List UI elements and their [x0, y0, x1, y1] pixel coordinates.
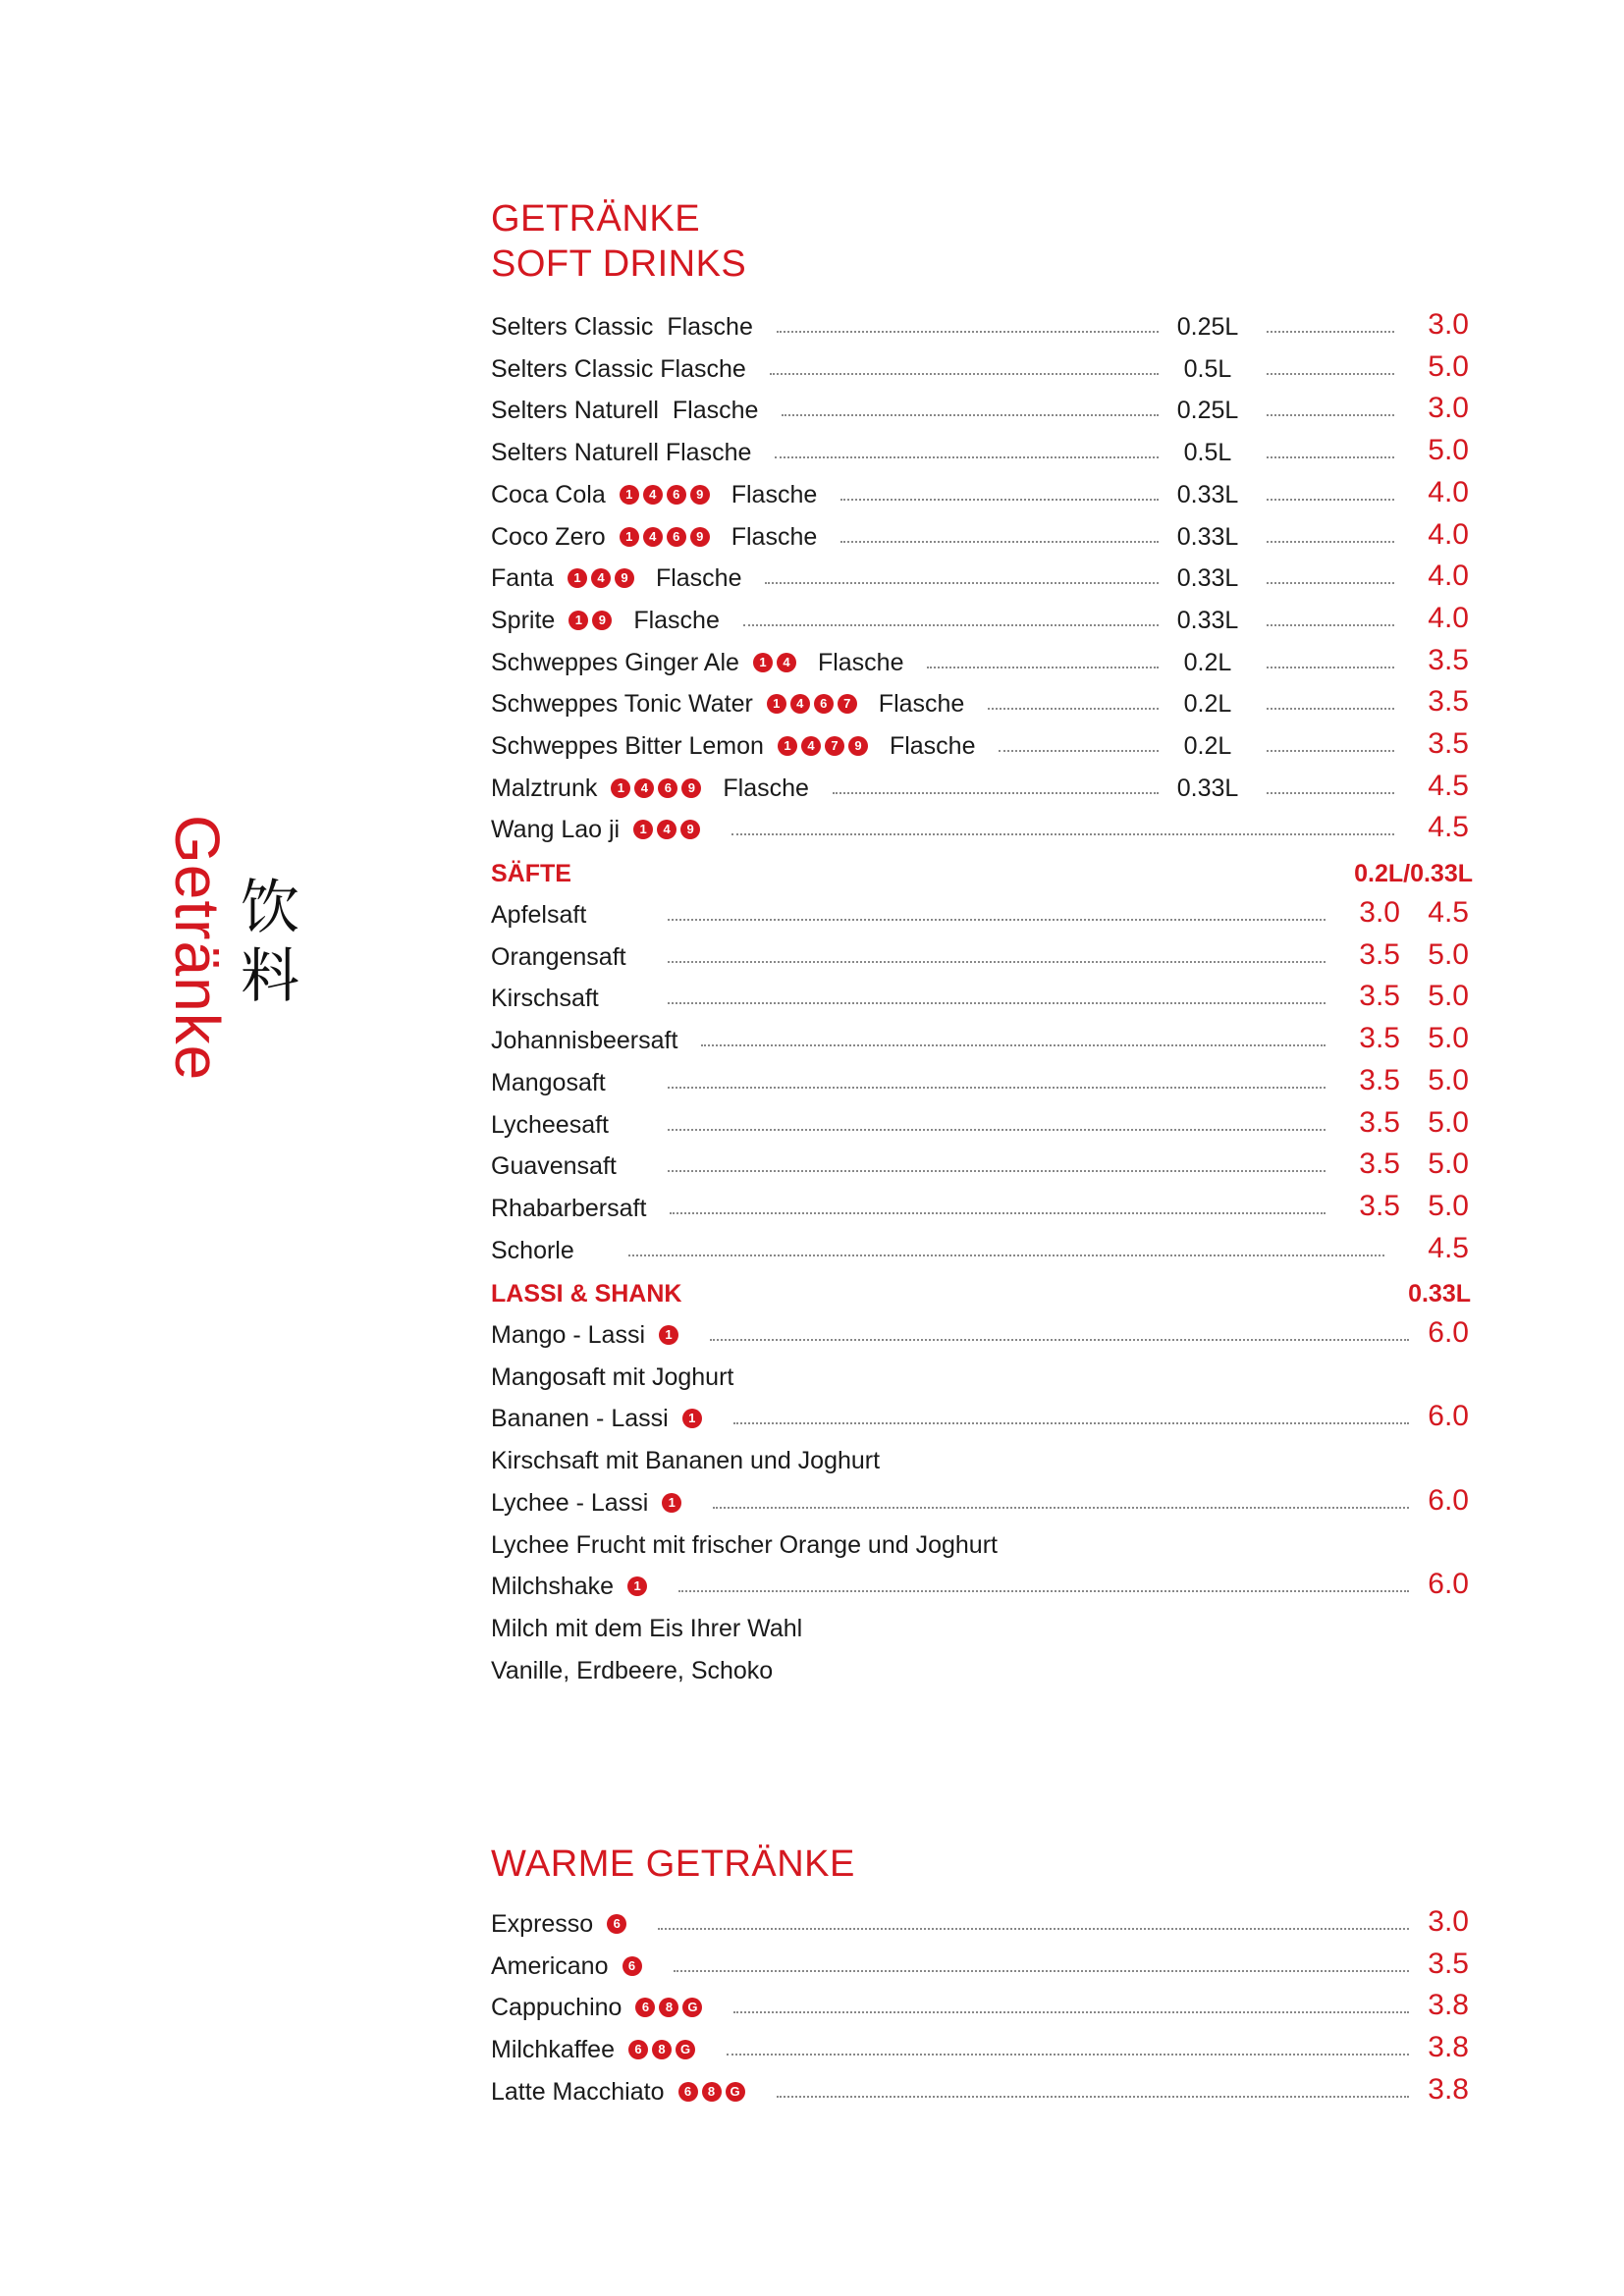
juice-row [491, 897, 1473, 933]
item-price: 4.0 [1428, 475, 1469, 508]
menu-row [491, 519, 1473, 555]
dot-leader [710, 1339, 1409, 1341]
juice-row [491, 1107, 1473, 1143]
dot-leader [833, 792, 1159, 794]
allergen-badges [662, 1493, 683, 1513]
allergen-badges [607, 1914, 628, 1934]
menu-row [491, 477, 1473, 512]
item-name-text: Latte Macchiato [491, 2077, 665, 2106]
side-title-cjk: 饮料 [241, 874, 299, 1011]
item-description: Lychee Frucht mit frischer Orange und Joghurt [491, 1530, 998, 1559]
item-size: 0.33L [1176, 606, 1239, 634]
item-container: Flasche [655, 564, 742, 593]
item-name [491, 1569, 655, 1604]
item-price: 3.5 [1428, 643, 1469, 676]
item-price: 4.5 [1428, 769, 1469, 802]
dot-leader [840, 499, 1159, 501]
dot-leader [668, 1002, 1326, 1004]
price-large: 5.0 [1428, 937, 1469, 971]
item-name-text: Americano [491, 1951, 609, 1980]
price-large: 5.0 [1428, 1148, 1469, 1181]
dot-leader [999, 750, 1159, 752]
item-container: Flasche [817, 648, 904, 676]
menu-row [491, 728, 1473, 764]
warm-row [491, 1990, 1473, 2025]
allergen-badges [628, 2040, 697, 2059]
item-name [491, 351, 746, 387]
allergen-badge: 6 [667, 485, 686, 505]
item-name-text: Rhabarbersaft [491, 1194, 647, 1222]
allergen-badges [753, 653, 798, 672]
item-description: Kirschsaft mit Bananen und Joghurt [491, 1447, 881, 1475]
menu-row [491, 351, 1473, 387]
item-size: 0.5L [1183, 439, 1232, 467]
price-large: 5.0 [1428, 1063, 1469, 1096]
allergen-badge: 8 [702, 2082, 722, 2102]
item-name [491, 477, 817, 512]
allergen-badge: 4 [643, 527, 663, 547]
item-name-text: Lychee - Lassi [491, 1488, 649, 1517]
dot-leader [1267, 582, 1394, 584]
item-name [491, 2032, 703, 2067]
allergen-badges [778, 736, 870, 756]
item-name [491, 1317, 686, 1353]
dot-leader [1267, 373, 1394, 375]
item-description: Milch mit dem Eis Ihrer Wahl [491, 1614, 803, 1642]
item-name [491, 435, 751, 470]
item-size: 0.33L [1176, 774, 1239, 802]
menu-row [491, 561, 1473, 596]
juice-row [491, 1065, 1473, 1100]
allergen-badge: 1 [568, 568, 587, 588]
dot-leader [678, 1590, 1409, 1592]
item-name [491, 603, 720, 638]
allergen-badge: 4 [634, 778, 654, 798]
item-name [491, 939, 626, 975]
allergen-badge: 4 [777, 653, 796, 672]
item-name [491, 897, 586, 933]
item-size: 0.2L [1183, 732, 1232, 760]
allergen-badge: G [726, 2082, 745, 2102]
item-price: 3.0 [1428, 1905, 1469, 1938]
lassi-row [491, 1485, 1473, 1521]
item-name [491, 1485, 689, 1521]
item-container: Flasche [731, 522, 818, 551]
menu-row [491, 309, 1473, 345]
menu-row [491, 435, 1473, 470]
allergen-badge: 4 [801, 736, 821, 756]
item-size: 0.33L [1176, 480, 1239, 508]
lassi-size: 0.33L [1408, 1280, 1471, 1308]
allergen-badge: 6 [667, 527, 686, 547]
allergen-badge: 1 [767, 694, 786, 714]
allergen-badge: 9 [592, 611, 612, 630]
allergen-badge: 1 [682, 1409, 702, 1428]
allergen-badge: 4 [591, 568, 611, 588]
item-price: 3.5 [1428, 1947, 1469, 1980]
allergen-badge: 1 [611, 778, 630, 798]
allergen-badge: 6 [623, 1956, 642, 1976]
dot-leader [1267, 456, 1394, 458]
lassi-heading: LASSI & SHANK [491, 1280, 682, 1308]
item-price: 6.0 [1428, 1568, 1469, 1601]
item-container: Flasche [633, 606, 720, 634]
dot-leader [1267, 499, 1394, 501]
item-name [491, 1233, 574, 1268]
price-small: 3.5 [1359, 1063, 1400, 1096]
item-container: Flasche [672, 397, 759, 425]
section-title-soft-drinks: SOFT DRINKS [491, 243, 747, 285]
allergen-badge: 6 [814, 694, 834, 714]
allergen-badges [659, 1325, 680, 1345]
juice-row [491, 1191, 1473, 1226]
dot-leader [1267, 541, 1394, 543]
dot-leader [777, 2096, 1410, 2098]
item-name [491, 561, 741, 596]
allergen-badge: 9 [681, 778, 701, 798]
allergen-badge: 6 [678, 2082, 698, 2102]
dot-leader [668, 1087, 1326, 1089]
dot-leader [775, 456, 1159, 458]
item-price: 4.0 [1428, 517, 1469, 551]
item-price: 4.5 [1428, 811, 1469, 844]
allergen-badge: 9 [690, 485, 710, 505]
allergen-badge: 1 [753, 653, 773, 672]
dot-leader [658, 1928, 1409, 1930]
dot-leader [727, 2054, 1409, 2056]
item-name-text: Mango - Lassi [491, 1321, 646, 1349]
item-price: 3.0 [1428, 308, 1469, 341]
allergen-badges [623, 1956, 644, 1976]
item-name-text: Selters Classic [491, 313, 654, 341]
allergen-badge: 9 [615, 568, 634, 588]
allergen-badge: 9 [680, 820, 700, 839]
item-price: 4.0 [1428, 601, 1469, 634]
dot-leader [668, 961, 1326, 963]
dot-leader [782, 414, 1159, 416]
allergen-badge: 1 [620, 527, 639, 547]
menu-row [491, 812, 1473, 847]
juice-row [491, 939, 1473, 975]
allergen-badge: 4 [657, 820, 677, 839]
item-container: Flasche [723, 774, 809, 802]
dot-leader [1267, 792, 1394, 794]
allergen-badge: 9 [848, 736, 868, 756]
juice-row [491, 1023, 1473, 1058]
allergen-badges [682, 1409, 704, 1428]
item-container: Flasche [878, 690, 965, 719]
item-name-text: Schorle [491, 1236, 574, 1264]
lassi-row [491, 1401, 1473, 1436]
lassi-row [491, 1317, 1473, 1353]
item-name [491, 393, 758, 428]
item-name-text: Guavensaft [491, 1152, 617, 1181]
allergen-badges [767, 694, 859, 714]
item-price: 6.0 [1428, 1316, 1469, 1349]
item-price: 6.0 [1428, 1400, 1469, 1433]
dot-leader [674, 1970, 1410, 1972]
item-name-text: Milchshake [491, 1573, 615, 1601]
item-name-text: Schweppes Ginger Ale [491, 648, 739, 676]
item-size: 0.33L [1176, 564, 1239, 593]
dot-leader [713, 1507, 1409, 1509]
dot-leader [840, 541, 1159, 543]
item-name-text: Kirschsaft [491, 985, 599, 1013]
section-title-warm: WARME GETRÄNKE [491, 1843, 855, 1885]
warm-row [491, 2074, 1473, 2109]
item-name [491, 1906, 634, 1942]
saefte-sizes: 0.2L/0.33L [1354, 860, 1473, 887]
item-size: 0.25L [1176, 313, 1239, 341]
allergen-badge: 1 [633, 820, 653, 839]
dot-leader [988, 708, 1159, 710]
dot-leader [765, 582, 1159, 584]
allergen-badges [678, 2082, 747, 2102]
item-description: Mangosaft mit Joghurt [491, 1362, 734, 1391]
dot-leader [668, 919, 1326, 921]
item-price: 5.0 [1428, 349, 1469, 383]
item-name [491, 1191, 646, 1226]
allergen-badge: 6 [628, 2040, 648, 2059]
allergen-badges [620, 527, 712, 547]
item-name [491, 519, 817, 555]
lassi-row [491, 1569, 1473, 1604]
dot-leader [731, 833, 1394, 835]
dot-leader [733, 1422, 1409, 1424]
dot-leader [1267, 708, 1394, 710]
item-name [491, 1949, 650, 1984]
allergen-badge: 7 [825, 736, 844, 756]
item-name-text: Selters Naturell [491, 397, 659, 425]
item-name-text: Lycheesaft [491, 1110, 609, 1139]
item-name [491, 812, 708, 847]
item-name [491, 1023, 677, 1058]
dot-leader [628, 1255, 1384, 1256]
menu-row [491, 771, 1473, 806]
item-name [491, 645, 903, 680]
dot-leader [701, 1044, 1326, 1046]
allergen-badges [620, 485, 712, 505]
item-name-text: Coca Cola [491, 480, 606, 508]
item-name [491, 2074, 753, 2109]
allergen-badge: 6 [607, 1914, 626, 1934]
allergen-badge: 8 [659, 1998, 678, 2017]
item-name-text: Schweppes Tonic Water [491, 690, 753, 719]
item-name [491, 1401, 710, 1436]
juice-row [491, 1233, 1473, 1268]
item-name-text: Schweppes Bitter Lemon [491, 732, 764, 760]
allergen-badge: 1 [659, 1325, 678, 1345]
allergen-badge: G [682, 1998, 702, 2017]
dot-leader [743, 624, 1159, 626]
item-name-text: Milchkaffee [491, 2036, 615, 2064]
menu-row [491, 603, 1473, 638]
allergen-badges [568, 568, 636, 588]
item-name-text: Selters Classic Flasche [491, 354, 746, 383]
allergen-badge: 1 [568, 611, 588, 630]
item-name-text: Bananen - Lassi [491, 1405, 669, 1433]
dot-leader [1267, 624, 1394, 626]
price-small: 3.5 [1359, 1022, 1400, 1055]
dot-leader [927, 667, 1159, 668]
allergen-badge: 1 [627, 1576, 647, 1596]
warm-row [491, 2032, 1473, 2067]
menu-row [491, 645, 1473, 680]
price-small: 3.5 [1359, 980, 1400, 1013]
item-size: 0.2L [1183, 648, 1232, 676]
dot-leader [670, 1212, 1326, 1214]
section-title-getraenke: GETRÄNKE [491, 198, 701, 240]
price-large: 5.0 [1428, 1022, 1469, 1055]
item-name-text: Expresso [491, 1910, 594, 1938]
dot-leader [777, 331, 1159, 333]
item-price: 3.8 [1428, 2031, 1469, 2064]
item-name [491, 981, 599, 1016]
item-name [491, 1107, 609, 1143]
price-small: 3.5 [1359, 1189, 1400, 1222]
item-size: 0.5L [1183, 354, 1232, 383]
item-price: 4.5 [1428, 1231, 1469, 1264]
item-price: 4.0 [1428, 560, 1469, 593]
allergen-badge: 6 [658, 778, 677, 798]
item-name-text: Wang Lao ji [491, 816, 621, 844]
item-name-text: Coco Zero [491, 522, 606, 551]
allergen-badge: 1 [778, 736, 797, 756]
item-price: 3.0 [1428, 392, 1469, 425]
dot-leader [770, 373, 1159, 375]
item-price: 5.0 [1428, 434, 1469, 467]
allergen-badges [611, 778, 703, 798]
warm-row [491, 1949, 1473, 1984]
menu-row [491, 393, 1473, 428]
item-price: 3.8 [1428, 1989, 1469, 2022]
allergen-badge: 9 [690, 527, 710, 547]
price-large: 5.0 [1428, 1189, 1469, 1222]
price-large: 5.0 [1428, 1105, 1469, 1139]
dot-leader [668, 1129, 1326, 1131]
dot-leader [733, 2011, 1409, 2013]
saefte-heading: SÄFTE [491, 860, 571, 887]
item-name [491, 686, 964, 721]
dot-leader [1267, 750, 1394, 752]
item-name [491, 771, 809, 806]
item-name [491, 309, 753, 345]
item-name-text: Fanta [491, 564, 554, 593]
dot-leader [1267, 667, 1394, 668]
allergen-badge: 7 [838, 694, 857, 714]
allergen-badges [633, 820, 702, 839]
allergen-badges [568, 611, 614, 630]
allergen-badges [635, 1998, 704, 2017]
item-container: Flasche [731, 480, 818, 508]
item-name-text: Selters Naturell Flasche [491, 439, 752, 467]
item-description: Vanille, Erdbeere, Schoko [491, 1656, 774, 1684]
juice-row [491, 1148, 1473, 1184]
price-large: 4.5 [1428, 896, 1469, 929]
item-name [491, 1990, 710, 2025]
item-name [491, 1148, 617, 1184]
item-price: 6.0 [1428, 1483, 1469, 1517]
item-size: 0.25L [1176, 397, 1239, 425]
juice-row [491, 981, 1473, 1016]
item-name-text: Johannisbeersaft [491, 1027, 678, 1055]
warm-row [491, 1906, 1473, 1942]
allergen-badge: 6 [635, 1998, 655, 2017]
item-name-text: Apfelsaft [491, 901, 587, 929]
price-large: 5.0 [1428, 980, 1469, 1013]
item-name-text: Malztrunk [491, 774, 598, 802]
item-container: Flasche [667, 313, 753, 341]
item-name-text: Mangosaft [491, 1068, 606, 1096]
dot-leader [1267, 414, 1394, 416]
price-small: 3.5 [1359, 1148, 1400, 1181]
price-small: 3.0 [1359, 896, 1400, 929]
item-name [491, 1065, 606, 1100]
dot-leader [668, 1170, 1326, 1172]
item-price: 3.5 [1428, 727, 1469, 760]
side-title-latin: Getränke [162, 815, 233, 1082]
item-container: Flasche [889, 732, 976, 760]
allergen-badges [627, 1576, 649, 1596]
item-price: 3.5 [1428, 685, 1469, 719]
item-name-text: Cappuchino [491, 1994, 623, 2022]
item-name [491, 728, 975, 764]
item-name-text: Orangensaft [491, 942, 626, 971]
item-size: 0.2L [1183, 690, 1232, 719]
price-small: 3.5 [1359, 1105, 1400, 1139]
allergen-badge: 8 [652, 2040, 672, 2059]
menu-row [491, 686, 1473, 721]
item-price: 3.8 [1428, 2072, 1469, 2106]
allergen-badge: 1 [662, 1493, 681, 1513]
price-small: 3.5 [1359, 937, 1400, 971]
allergen-badge: 4 [643, 485, 663, 505]
item-name-text: Sprite [491, 606, 556, 634]
item-size: 0.33L [1176, 522, 1239, 551]
allergen-badge: G [676, 2040, 695, 2059]
dot-leader [1267, 331, 1394, 333]
allergen-badge: 4 [790, 694, 810, 714]
allergen-badge: 1 [620, 485, 639, 505]
